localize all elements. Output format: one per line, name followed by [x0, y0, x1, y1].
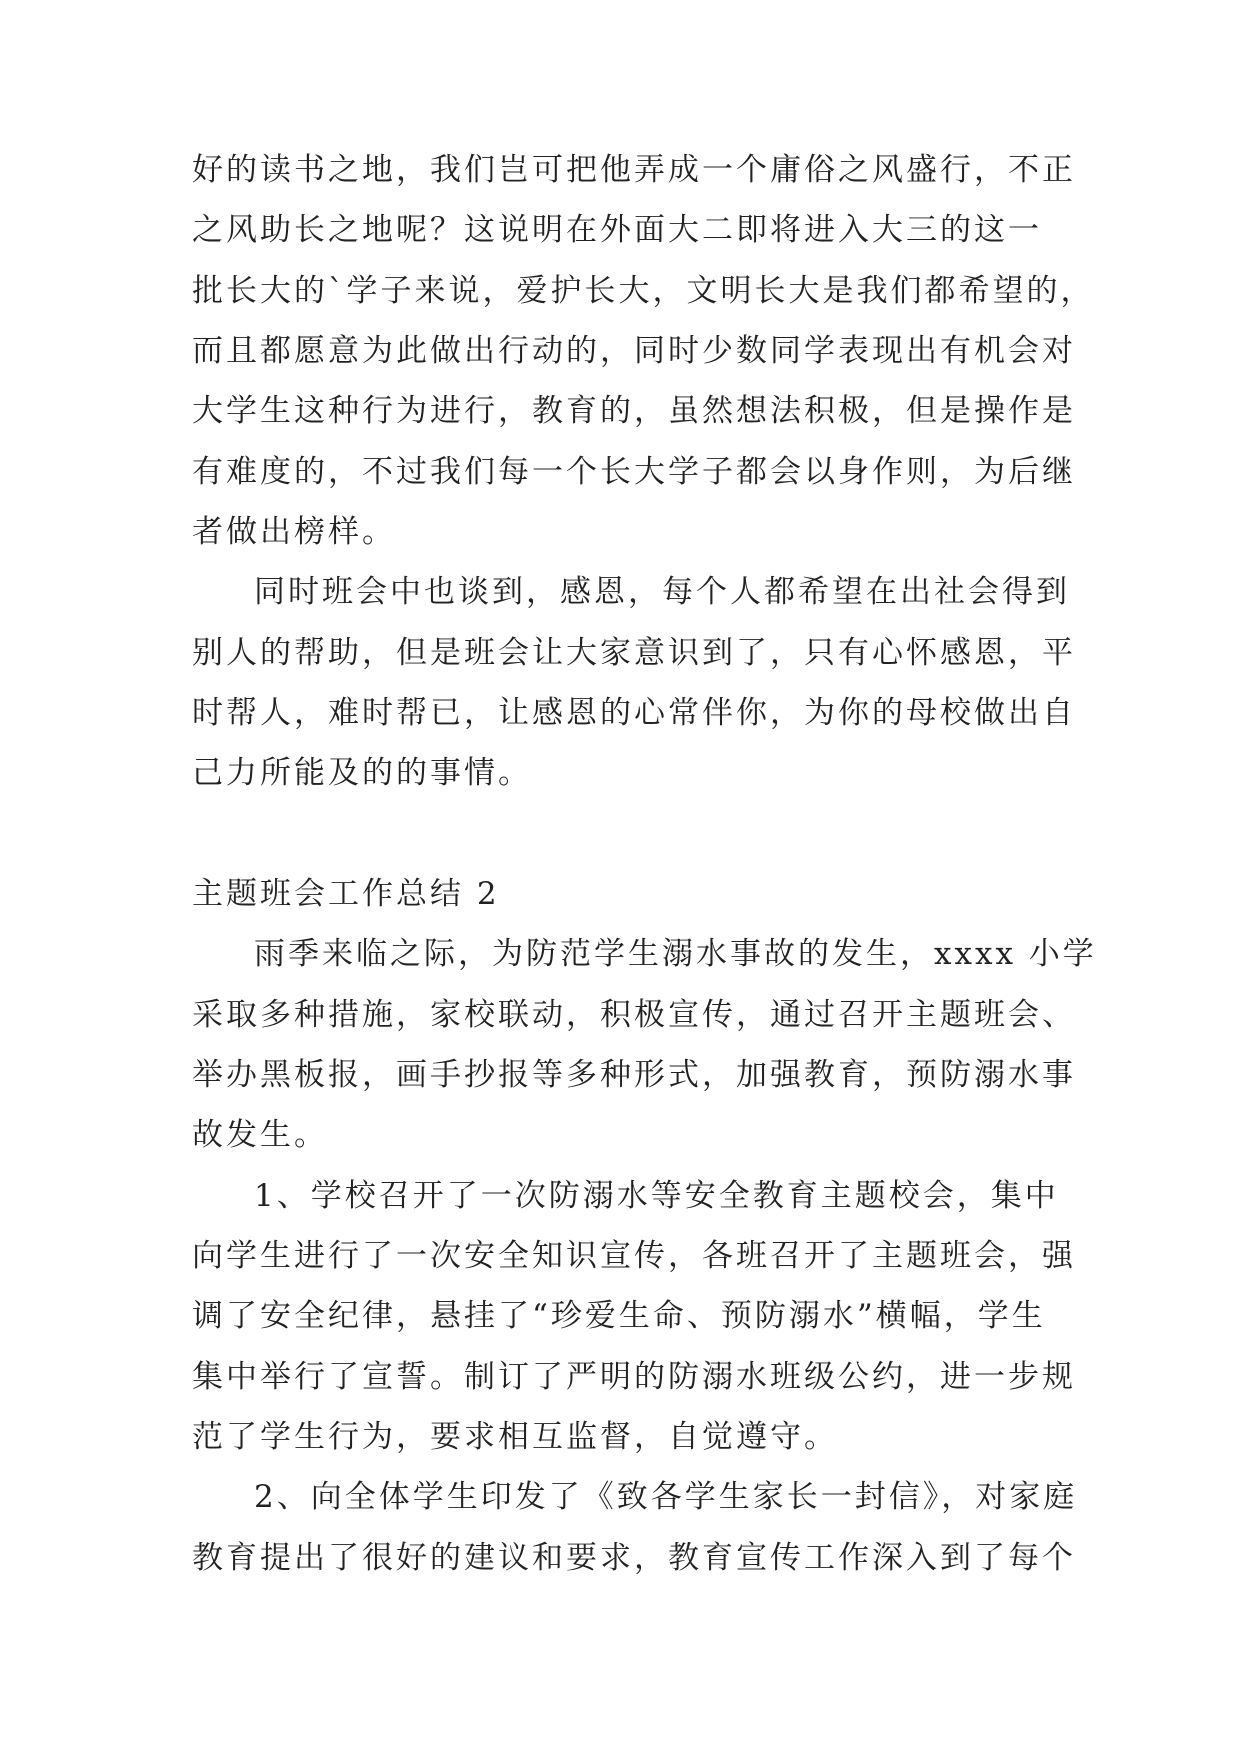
paragraph-line: 同时班会中也谈到，感恩，每个人都希望在出社会得到: [254, 574, 1070, 610]
paragraph-line: 采取多种措施，家校联动，积极宣传，通过召开主题班会、: [192, 997, 1076, 1033]
paragraph-line: 集中举行了宣誓。制订了严明的防溺水班级公约，进一步规: [192, 1359, 1076, 1395]
paragraph-line: 故发生。: [192, 1117, 328, 1153]
paragraph-line: 好的读书之地，我们岂可把他弄成一个庸俗之风盛行，不正: [192, 152, 1076, 188]
paragraph-line: 1、学校召开了一次防溺水等安全教育主题校会，集中: [254, 1178, 1059, 1214]
section-heading: 主题班会工作总结 2: [192, 876, 500, 912]
paragraph-line: 而且都愿意为此做出行动的，同时少数同学表现出有机会对: [192, 333, 1076, 369]
paragraph-line: 举办黑板报，画手抄报等多种形式，加强教育，预防溺水事: [192, 1057, 1076, 1093]
paragraph-line: 2、向全体学生印发了《致各学生家长一封信》，对家庭: [254, 1479, 1078, 1515]
paragraph-line: 范了学生行为，要求相互监督，自觉遵守。: [192, 1419, 838, 1455]
paragraph-line: 者做出榜样。: [192, 514, 396, 550]
paragraph-line: 有难度的，不过我们每一个长大学子都会以身作则，为后继: [192, 454, 1076, 490]
paragraph-line: 大学生这种行为进行，教育的，虽然想法积极，但是操作是: [192, 393, 1076, 429]
paragraph-line: 调了安全纪律，悬挂了“珍爱生命、预防溺水”横幅，学生: [192, 1298, 1046, 1334]
paragraph-line: 己力所能及的的事情。: [192, 755, 532, 791]
paragraph-line: 向学生进行了一次安全知识宣传，各班召开了主题班会，强: [192, 1238, 1076, 1274]
paragraph-line: 时帮人，难时帮已，让感恩的心常伴你，为你的母校做出自: [192, 695, 1076, 731]
paragraph-line: 之风助长之地呢？这说明在外面大二即将进入大三的这一: [192, 212, 1042, 248]
paragraph-line: 雨季来临之际，为防范学生溺水事故的发生，xxxx 小学: [254, 936, 1097, 972]
paragraph-line: 别人的帮助，但是班会让大家意识到了，只有心怀感恩，平: [192, 635, 1076, 671]
paragraph-line: 教育提出了很好的建议和要求，教育宣传工作深入到了每个: [192, 1540, 1076, 1576]
paragraph-line: 批长大的`学子来说，爱护长大，文明长大是我们都希望的，: [192, 273, 1095, 309]
